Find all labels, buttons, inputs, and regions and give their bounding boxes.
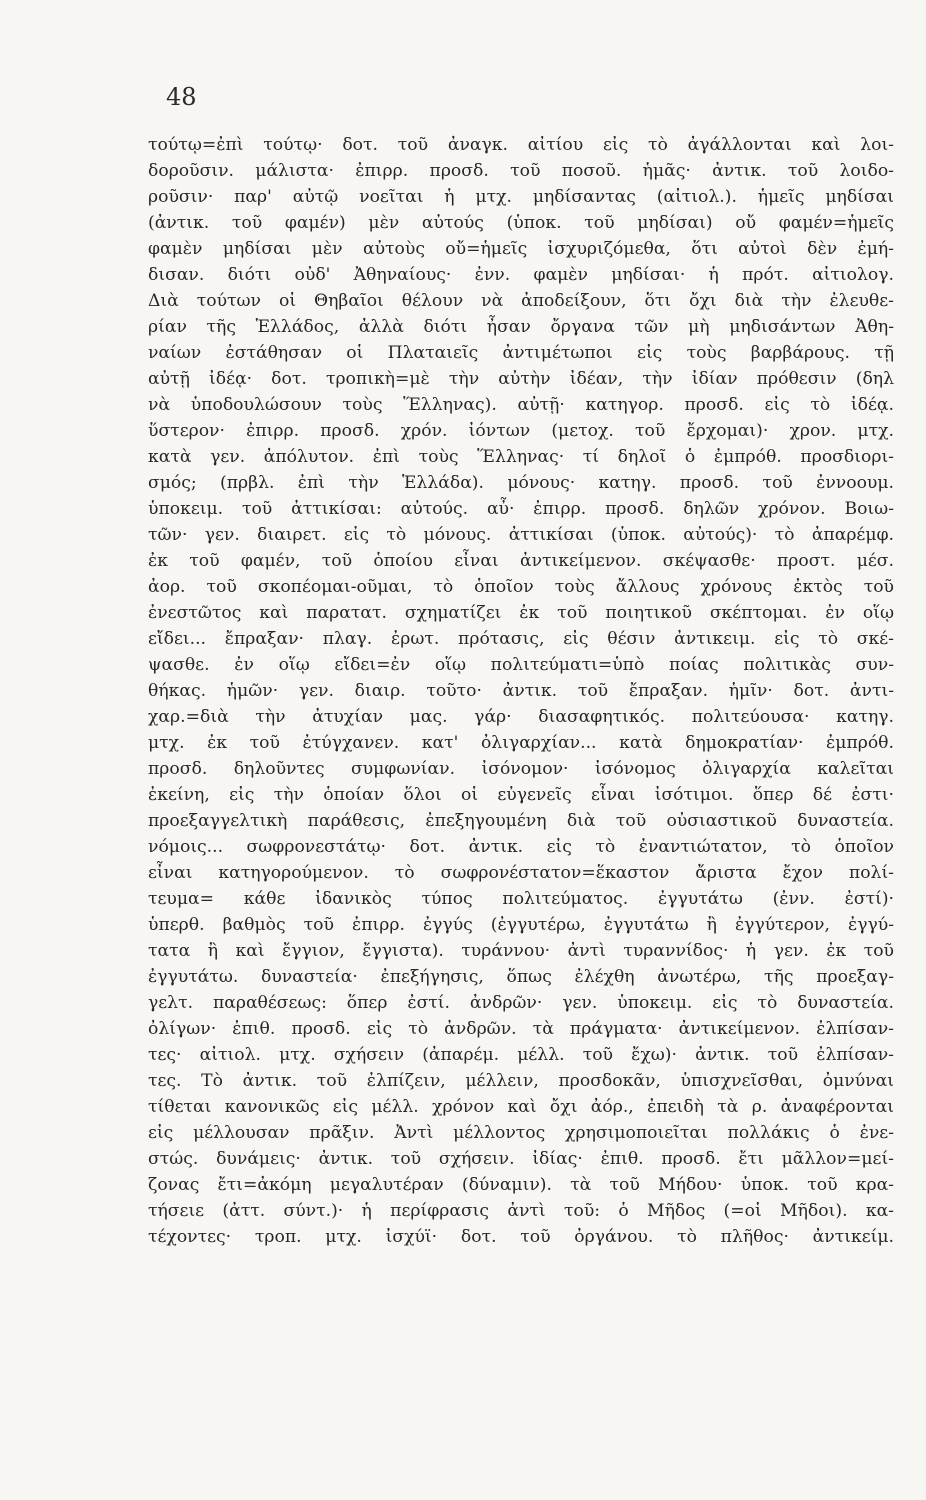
text-line: τες· αἰτιολ. μτχ. σχήσειν (ἀπαρέμ. μέλλ. τοῦ ἔχω)· ἀντικ. τοῦ ἐλπίσαν- [148, 1045, 894, 1065]
text-line: τίθεται κανονικῶς εἰς μέλλ. χρόνον καὶ ὄχι ἀόρ., ἐπειδὴ τὰ ρ. ἀναφέρονται [148, 1097, 894, 1117]
text-line: εἶναι κατηγορούμενον. τὸ σωφρονέστατον=ἕκαστον ἄριστα ἔχον πολί- [148, 863, 894, 883]
text-line: χαρ.=διὰ τὴν ἀτυχίαν μας. γάρ· διασαφητικός. πολιτεύουσα· κατηγ. [148, 707, 894, 727]
text-line: τέχοντες· τροπ. μτχ. ἰσχύϊ· δοτ. τοῦ ὀργάνου. τὸ πλῆθος· ἀντικείμ. [148, 1227, 894, 1247]
text-line: ἐκείνη, εἰς τὴν ὁποίαν ὅλοι οἱ εὐγενεῖς εἶναι ἰσότιμοι. ὅπερ δέ ἐστι· [148, 785, 894, 805]
text-line: Διὰ τούτων οἱ Θηβαῖοι θέλουν νὰ ἀποδείξουν, ὅτι ὄχι διὰ τὴν ἐλευθε- [148, 291, 894, 311]
text-line: ὀλίγων· ἐπιθ. προσδ. εἰς τὸ ἀνδρῶν. τὰ πράγματα· ἀντικείμενον. ἐλπίσαν- [148, 1019, 894, 1039]
text-line: τευμα= κάθε ἰδανικὸς τύπος πολιτεύματος. ἐγγυτάτω (ἐνν. ἐστί)· [148, 889, 894, 909]
text-line: τούτῳ=ἐπὶ τούτῳ· δοτ. τοῦ ἀναγκ. αἰτίου εἰς τὸ ἀγάλλονται καὶ λοι- [148, 135, 894, 155]
text-line: ὕστερον· ἐπιρρ. προσδ. χρόν. ἰόντων (μετοχ. τοῦ ἔρχομαι)· χρον. μτχ. [148, 421, 894, 441]
text-line: ζονας ἔτι=ἀκόμη μεγαλυτέραν (δύναμιν). τὰ τοῦ Μήδου· ὑποκ. τοῦ κρα- [148, 1175, 894, 1195]
text-line: δισαν. διότι οὐδ' Ἀθηναίους· ἐνν. φαμὲν μηδίσαι· ἡ πρότ. αἰτιολογ. [148, 265, 894, 285]
text-line: γελτ. παραθέσεως: ὅπερ ἐστί. ἀνδρῶν· γεν. ὑποκειμ. εἰς τὸ δυναστεία. [148, 993, 894, 1013]
text-line: σμός; (πρβλ. ἐπὶ τὴν Ἑλλάδα). μόνους· κατηγ. προσδ. τοῦ ἐννοουμ. [148, 473, 894, 493]
commentary-text [148, 132, 894, 1250]
text-line: εἴδει... ἔπραξαν· πλαγ. ἐρωτ. πρότασις, εἰς θέσιν ἀντικειμ. εἰς τὸ σκέ- [148, 629, 894, 649]
text-line: ὑποκειμ. τοῦ ἀττικίσαι: αὐτούς. αὖ· ἐπιρρ. προσδ. δηλῶν χρόνον. Βοιω- [148, 499, 894, 519]
text-line: μτχ. ἐκ τοῦ ἐτύγχανεν. κατ' ὀλιγαρχίαν... κατὰ δημοκρατίαν· ἐμπρόθ. [148, 733, 894, 753]
text-line: θήκας. ἡμῶν· γεν. διαιρ. τοῦτο· ἀντικ. τοῦ ἔπραξαν. ἡμῖν· δοτ. ἀντι- [148, 681, 894, 701]
text-line: κατὰ γεν. ἀπόλυτον. ἐπὶ τοὺς Ἕλληνας· τί δηλοῖ ὁ ἐμπρόθ. προσδιορι- [148, 447, 894, 467]
text-line: προεξαγγελτικὴ παράθεσις, ἐπεξηγουμένη διὰ τοῦ οὐσιαστικοῦ δυναστεία. [148, 811, 894, 831]
text-line: ὑπερθ. βαθμὸς τοῦ ἐπιρρ. ἐγγύς (ἐγγυτέρω, ἐγγυτάτω ἢ ἐγγύτερον, ἐγγύ- [148, 915, 894, 935]
text-line: νόμοις... σωφρονεστάτῳ· δοτ. ἀντικ. εἰς τὸ ἐναντιώτατον, τὸ ὁποῖον [148, 837, 894, 857]
text-line: αὐτῇ ἰδέᾳ· δοτ. τροπικὴ=μὲ τὴν αὐτὴν ἰδέαν, τὴν ἰδίαν πρόθεσιν (δηλ [148, 369, 894, 389]
text-line: τῶν· γεν. διαιρετ. εἰς τὸ μόνους. ἀττικίσαι (ὑποκ. αὐτούς)· τὸ ἀπαρέμφ. [148, 525, 894, 545]
page-number: 48 [166, 83, 197, 111]
text-line: ρίαν τῆς Ἑλλάδος, ἀλλὰ διότι ἦσαν ὄργανα τῶν μὴ μηδισάντων Ἀθη- [148, 317, 894, 337]
text-line: (ἀντικ. τοῦ φαμέν) μὲν αὐτούς (ὑποκ. τοῦ μηδίσαι) οὔ φαμέν=ἡμεῖς [148, 213, 894, 233]
text-line: ψασθε. ἐν οἵῳ εἴδει=ἐν οἵῳ πολιτεύματι=ὑπὸ ποίας πολιτικὰς συν- [148, 655, 894, 675]
text-line: τες. Τὸ ἀντικ. τοῦ ἐλπίζειν, μέλλειν, προσδοκᾶν, ὑπισχνεῖσθαι, ὀμνύναι [148, 1071, 894, 1091]
text-line: ναίων ἐστάθησαν οἱ Πλαταιεῖς ἀντιμέτωποι εἰς τοὺς βαρβάρους. τῇ [148, 343, 894, 363]
text-line: προσδ. δηλοῦντες συμφωνίαν. ἰσόνομον· ἰσόνομος ὀλιγαρχία καλεῖται [148, 759, 894, 779]
text-line: τήσειε (ἀττ. σύντ.)· ἡ περίφρασις ἀντὶ τοῦ: ὁ Μῆδος (=οἱ Μῆδοι). κα- [148, 1201, 894, 1221]
text-line: ροῦσιν· παρ' αὐτῷ νοεῖται ἡ μτχ. μηδίσαντας (αἰτιολ.). ἡμεῖς μηδίσαι [148, 187, 894, 207]
text-line: νὰ ὑποδουλώσουν τοὺς Ἕλληνας). αὐτῇ· κατηγορ. προσδ. εἰς τὸ ἰδέᾳ. [148, 395, 894, 415]
text-line: εἰς μέλλουσαν πρᾶξιν. Ἀντὶ μέλλοντος χρησιμοποιεῖται πολλάκις ὁ ἐνε- [148, 1123, 894, 1143]
text-line: ἐγγυτάτω. δυναστεία· ἐπεξήγησις, ὅπως ἐλέχθη ἀνωτέρω, τῆς προεξαγ- [148, 967, 894, 987]
text-line: τατα ἢ καὶ ἔγγιον, ἔγγιστα). τυράννου· ἀντὶ τυραννίδος· ἡ γεν. ἐκ τοῦ [148, 941, 894, 961]
text-line: ἐνεστῶτος καὶ παρατατ. σχηματίζει ἐκ τοῦ ποιητικοῦ σκέπτομαι. ἐν οἵῳ [148, 603, 894, 623]
text-line: δοροῦσιν. μάλιστα· ἐπιρρ. προσδ. τοῦ ποσοῦ. ἡμᾶς· ἀντικ. τοῦ λοιδο- [148, 161, 894, 181]
text-line: στώς. δυνάμεις· ἀντικ. τοῦ σχήσειν. ἰδίας· ἐπιθ. προσδ. ἔτι μᾶλλον=μεί- [148, 1149, 894, 1169]
text-line: ἀορ. τοῦ σκοπέομαι-οῦμαι, τὸ ὁποῖον τοὺς ἄλλους χρόνους ἐκτὸς τοῦ [148, 577, 894, 597]
text-line: ἐκ τοῦ φαμέν, τοῦ ὁποίου εἶναι ἀντικείμενον. σκέψασθε· προστ. μέσ. [148, 551, 894, 571]
text-line: φαμὲν μηδίσαι μὲν αὐτοὺς οὔ=ἡμεῖς ἰσχυριζόμεθα, ὅτι αὐτοὶ δὲν ἐμή- [148, 239, 894, 259]
